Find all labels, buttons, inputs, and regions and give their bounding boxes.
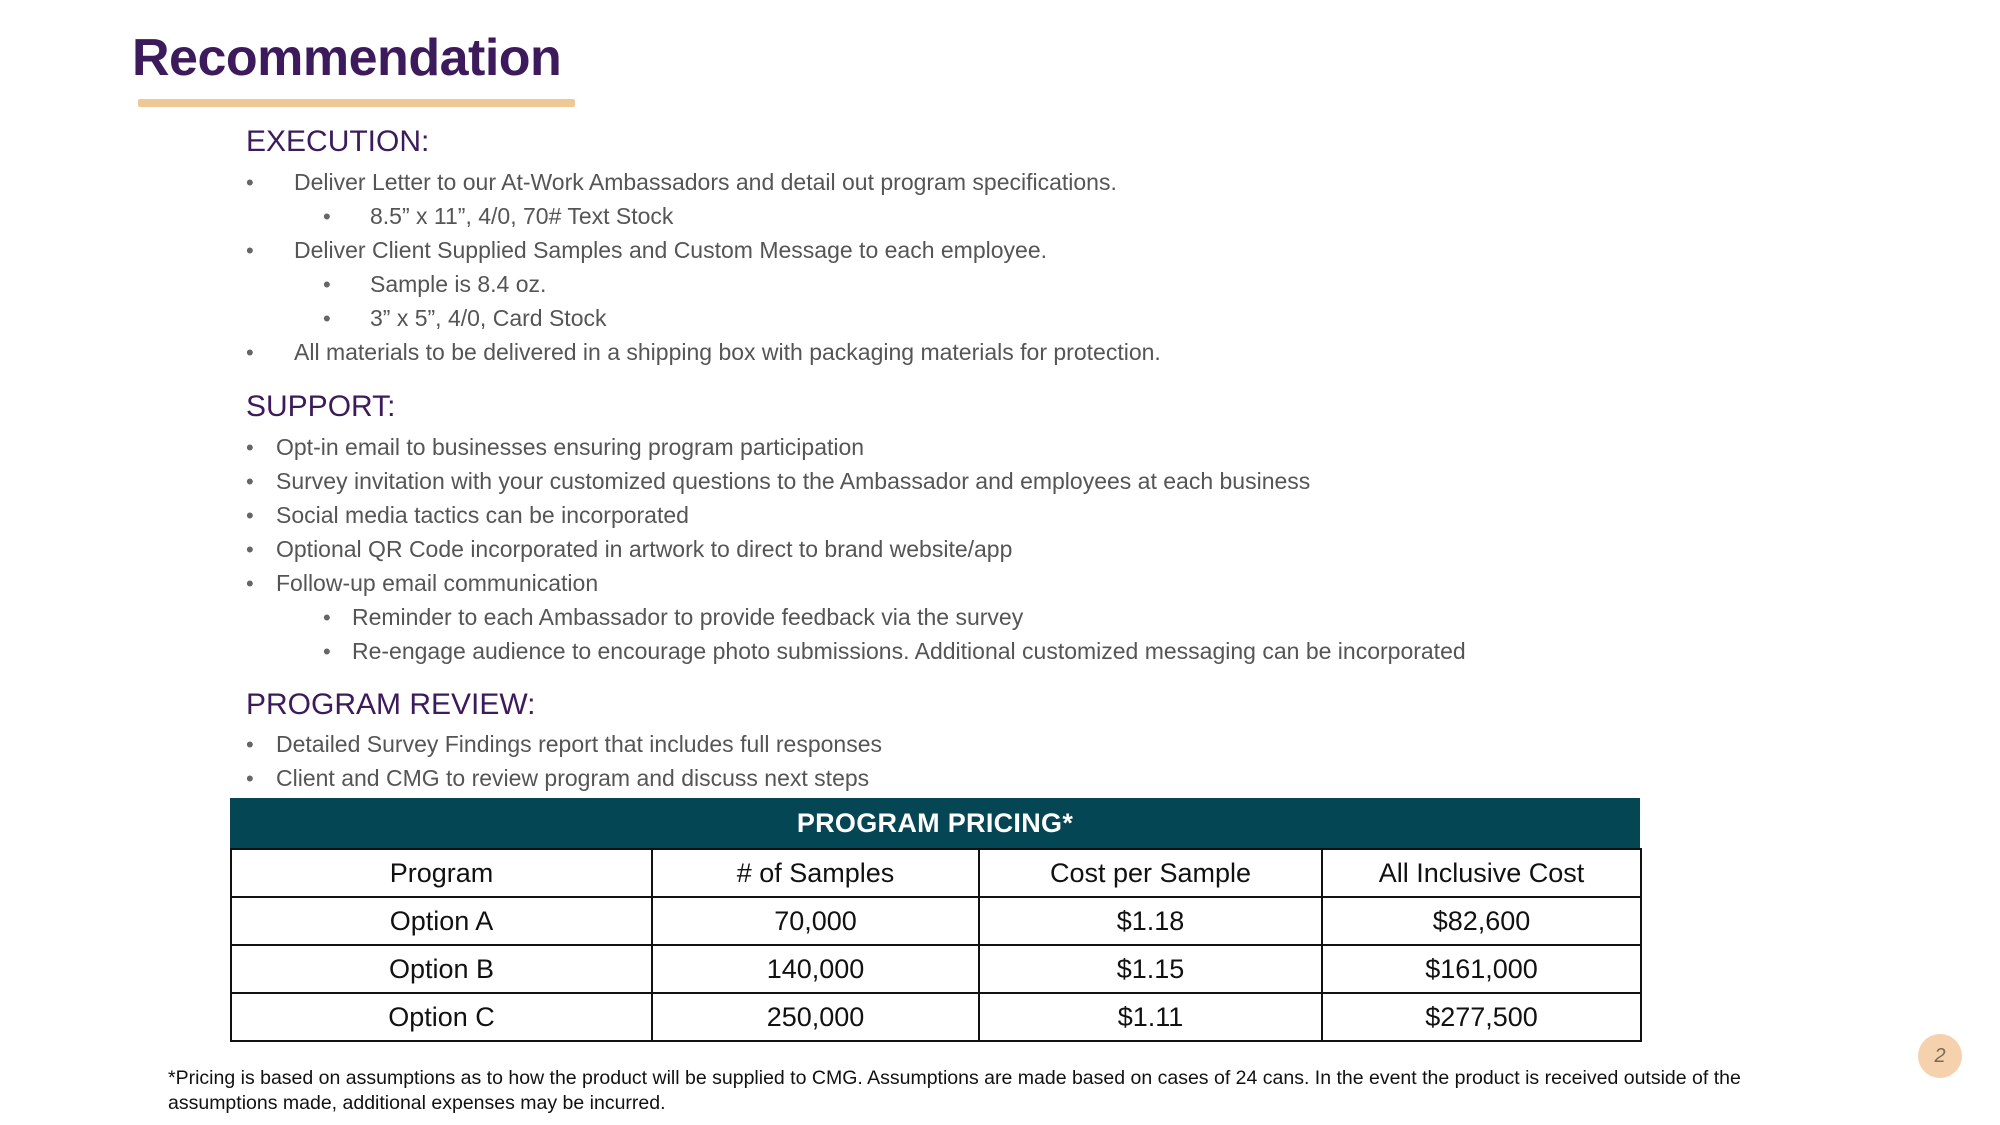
title-underline [138,99,575,107]
program-cell: Option A [231,897,652,945]
bullet-dot: • [246,238,254,263]
samples-cell: 140,000 [652,945,979,993]
samples-cell: 250,000 [652,993,979,1041]
samples-cell: 70,000 [652,897,979,945]
cost-per-sample-cell: $1.15 [979,945,1322,993]
pricing-table [230,848,1642,1042]
execution-item: Deliver Letter to our At-Work Ambassadors and detail out program specifications. [294,169,1117,195]
execution-heading: EXECUTION: [246,125,430,158]
cost-per-sample-cell: $1.18 [979,897,1322,945]
program-cell: Option C [231,993,652,1041]
bullet-dot: • [246,766,254,791]
bullet-dot: • [246,503,254,528]
support-item: Follow-up email communication [276,570,599,596]
total-cost-cell: $277,500 [1322,993,1641,1041]
bullet-dot: • [246,732,254,757]
total-cost-cell: $161,000 [1322,945,1641,993]
program-review-item: Client and CMG to review program and discuss next steps [276,765,870,791]
column-header: # of Samples [652,849,979,897]
bullet-dot: • [246,571,254,596]
bullet-dot: • [323,605,331,630]
execution-subitem: 8.5” x 11”, 4/0, 70# Text Stock [370,203,674,229]
program-review-heading: PROGRAM REVIEW: [246,688,536,721]
execution-subitem: 3” x 5”, 4/0, Card Stock [370,305,607,331]
page-number-badge: 2 [1918,1034,1962,1078]
bullet-dot: • [323,306,331,331]
program-cell: Option B [231,945,652,993]
support-item: Survey invitation with your customized questions to the Ambassador and employees at each business [276,468,1311,494]
support-item: Opt-in email to businesses ensuring program participation [276,434,865,460]
pricing-title: PROGRAM PRICING* [230,798,1640,848]
bullet-dot: • [323,272,331,297]
column-header: Cost per Sample [979,849,1322,897]
execution-item: Deliver Client Supplied Samples and Custom Message to each employee. [294,237,1048,263]
support-item: Social media tactics can be incorporated [276,502,689,528]
bullet-dot: • [323,639,331,664]
support-subitem: Re-engage audience to encourage photo submissions. Additional customized messaging can be incorporated [352,638,1466,664]
column-header: All Inclusive Cost [1322,849,1641,897]
table-header-row [231,849,1641,897]
bullet-dot: • [246,537,254,562]
column-header: Program [231,849,652,897]
execution-item: All materials to be delivered in a shipping box with packaging materials for protection. [294,339,1161,365]
bullet-dot: • [323,204,331,229]
support-subitem: Reminder to each Ambassador to provide feedback via the survey [352,604,1024,630]
pricing-footnote: *Pricing is based on assumptions as to how the product will be supplied to CMG. Assumptions are made based on cases of 24 cans. In the event the product is received outside of the assumptions made, additional expenses may be incurred. [168,1067,1741,1114]
table-row [231,993,1641,1041]
table-row [231,897,1641,945]
support-item: Optional QR Code incorporated in artwork to direct to brand website/app [276,536,1013,562]
support-heading: SUPPORT: [246,390,396,423]
pricing-table-block [230,798,1640,1042]
page-title: Recommendation [132,29,562,87]
execution-subitem: Sample is 8.4 oz. [370,271,547,297]
bullet-dot: • [246,469,254,494]
bullet-dot: • [246,170,254,195]
table-row [231,945,1641,993]
bullet-dot: • [246,435,254,460]
program-review-item: Detailed Survey Findings report that includes full responses [276,731,882,757]
total-cost-cell: $82,600 [1322,897,1641,945]
cost-per-sample-cell: $1.11 [979,993,1322,1041]
bullet-dot: • [246,340,254,365]
